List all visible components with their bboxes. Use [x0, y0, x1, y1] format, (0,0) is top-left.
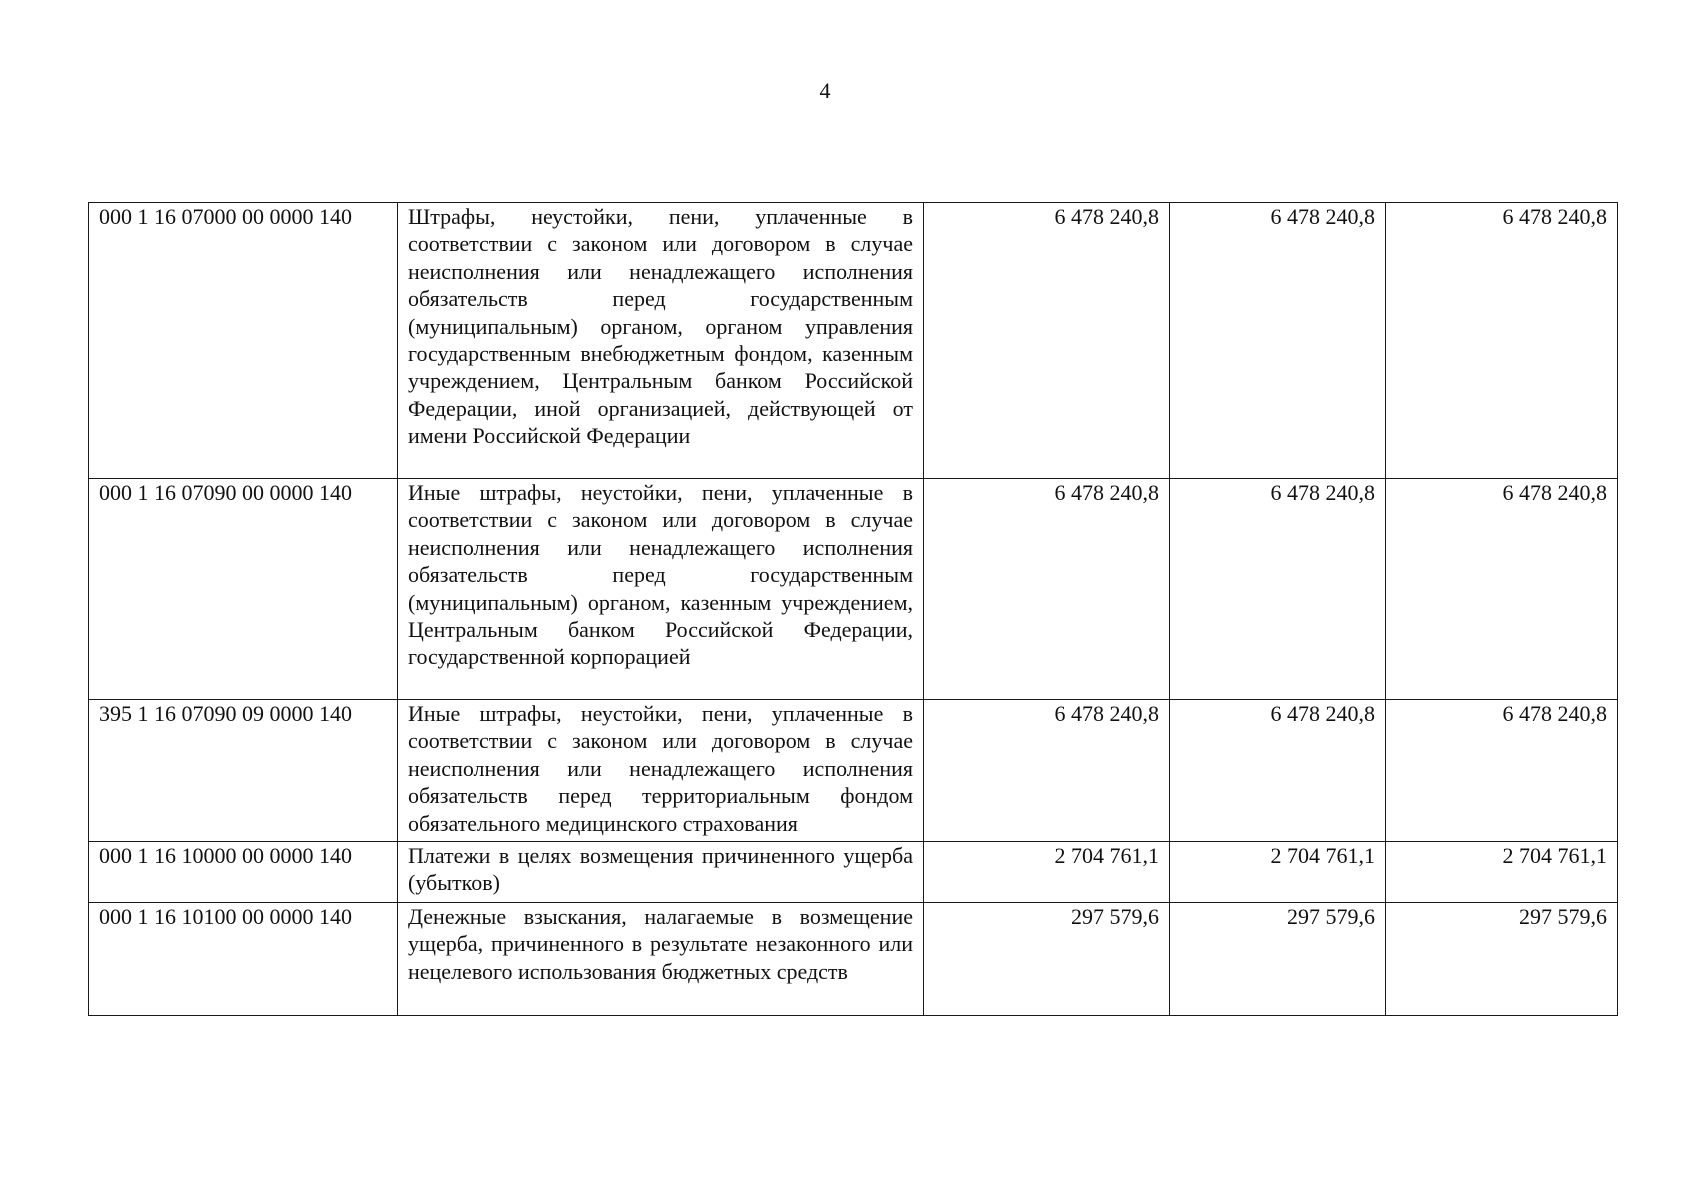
description-cell: Платежи в целях возмещения причиненного ущерба (убытков) — [398, 842, 924, 903]
amount-cell-1: 297 579,6 — [924, 903, 1170, 1016]
budget-revenue-table — [88, 202, 1618, 1016]
amount-cell-2: 297 579,6 — [1170, 903, 1386, 1016]
budget-code-cell: 000 1 16 07090 00 0000 140 — [89, 479, 398, 700]
amount-cell-1: 2 704 761,1 — [924, 842, 1170, 903]
amount-cell-1: 6 478 240,8 — [924, 700, 1170, 842]
description-cell: Иные штрафы, неустойки, пени, уплаченные в соответствии с законом или договором в случае неисполнения или ненадлежащего исполнения обязательств перед территориальным фондом обязательного медицинского страхования — [398, 700, 924, 842]
table-row — [89, 203, 1618, 479]
amount-cell-3: 6 478 240,8 — [1386, 479, 1618, 700]
description-cell: Штрафы, неустойки, пени, уплаченные в соответствии с законом или договором в случае неисполнения или ненадлежащего исполнения обязательств перед государственным (муниципальным) органом, органом управления государственным внебюджетным фондом, казенным учреждением, Центральным банком Российской Федерации, иной организацией, действующей от имени Российской Федерации — [398, 203, 924, 479]
amount-cell-3: 297 579,6 — [1386, 903, 1618, 1016]
amount-cell-1: 6 478 240,8 — [924, 203, 1170, 479]
amount-cell-1: 6 478 240,8 — [924, 479, 1170, 700]
table-row — [89, 700, 1618, 842]
description-cell: Иные штрафы, неустойки, пени, уплаченные в соответствии с законом или договором в случае неисполнения или ненадлежащего исполнения обязательств перед государственным (муниципальным) органом, казенным учреждением, Центральным банком Российской Федерации, государственной корпорацией — [398, 479, 924, 700]
table-row — [89, 903, 1618, 1016]
amount-cell-3: 6 478 240,8 — [1386, 203, 1618, 479]
budget-code-cell: 000 1 16 10000 00 0000 140 — [89, 842, 398, 903]
amount-cell-2: 6 478 240,8 — [1170, 479, 1386, 700]
amount-cell-2: 2 704 761,1 — [1170, 842, 1386, 903]
amount-cell-2: 6 478 240,8 — [1170, 203, 1386, 479]
table-row — [89, 842, 1618, 903]
budget-code-cell: 395 1 16 07090 09 0000 140 — [89, 700, 398, 842]
table-row — [89, 479, 1618, 700]
page-number: 4 — [819, 78, 831, 103]
budget-code-cell: 000 1 16 10100 00 0000 140 — [89, 903, 398, 1016]
description-cell: Денежные взыскания, налагаемые в возмещение ущерба, причиненного в результате незаконного или нецелевого использования бюджетных средств — [398, 903, 924, 1016]
amount-cell-3: 6 478 240,8 — [1386, 700, 1618, 842]
amount-cell-2: 6 478 240,8 — [1170, 700, 1386, 842]
amount-cell-3: 2 704 761,1 — [1386, 842, 1618, 903]
budget-code-cell: 000 1 16 07000 00 0000 140 — [89, 203, 398, 479]
